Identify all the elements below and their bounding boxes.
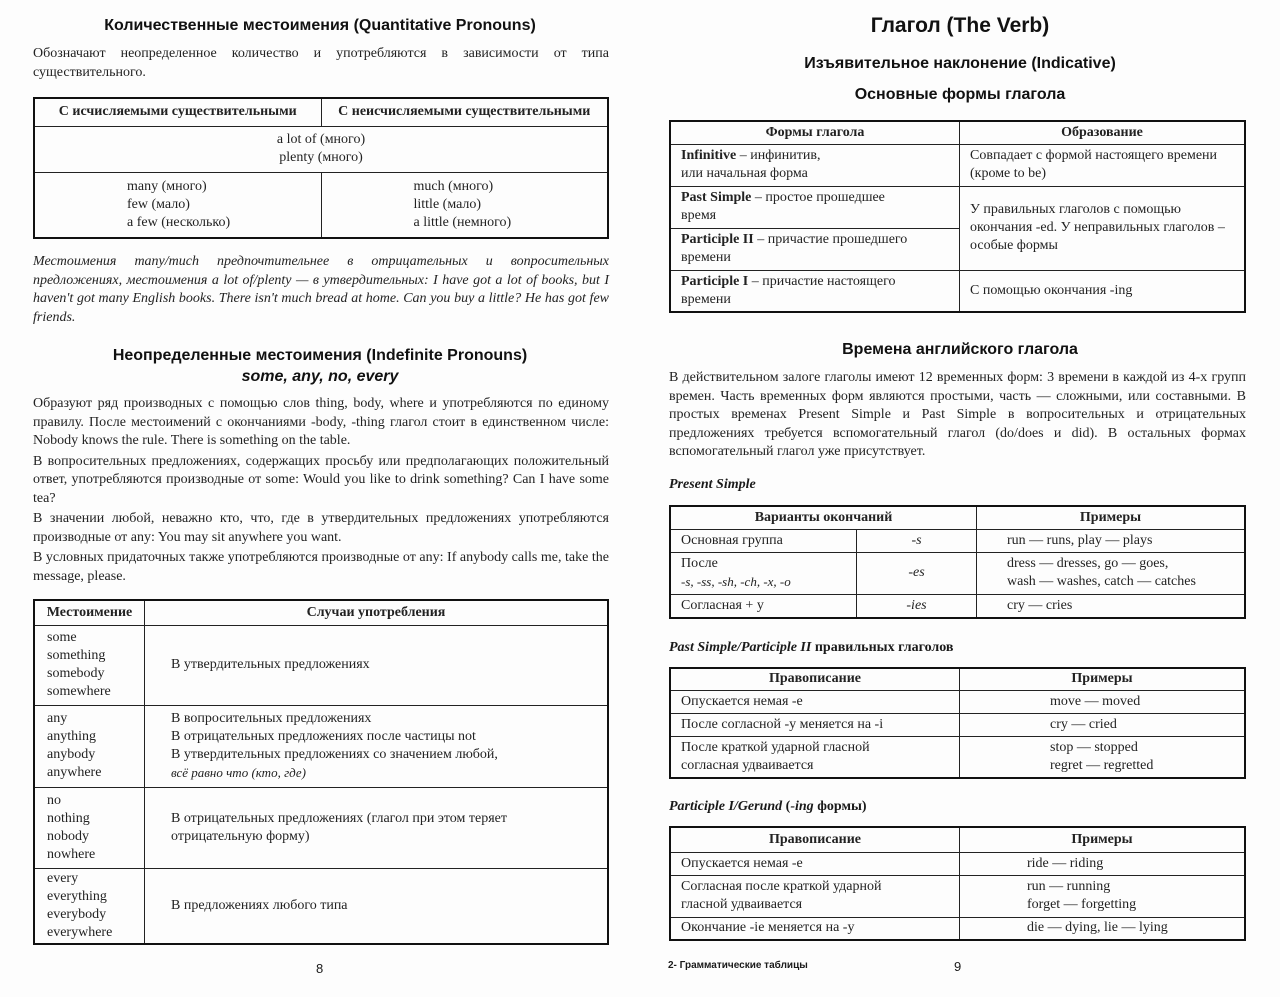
indefinite-subtitle: some, any, no, every xyxy=(241,368,399,385)
usage-cell xyxy=(145,868,609,944)
pronoun: everything xyxy=(47,888,107,904)
examples-cell xyxy=(960,875,1246,917)
table-row xyxy=(670,552,1245,594)
examples-cell xyxy=(960,917,1246,940)
table-row xyxy=(670,529,1245,552)
table-row xyxy=(34,868,608,944)
case-cell xyxy=(670,529,857,552)
rule-cell xyxy=(670,875,960,917)
page-number: 9 xyxy=(954,959,962,974)
col-header-spelling: Правописание xyxy=(670,668,960,690)
col-header-uncountable: С неисчисляемыми существительными xyxy=(321,98,608,126)
pronoun-cell xyxy=(34,705,145,787)
col-header-usage: Случаи употребления xyxy=(145,600,609,625)
col-header-forms: Формы глагола xyxy=(670,121,960,144)
present-simple-table xyxy=(669,505,1246,619)
indefinite-paragraph: В вопросительных предложениях, содержащих просьбу или предполагающих положительный ответ, употребляются производные от some: Would you like to drink something? Can I have some tea? xyxy=(33,453,609,506)
examples-cell xyxy=(960,690,1246,713)
form-desc: время xyxy=(681,208,717,223)
countable-item: many (много) xyxy=(127,178,207,194)
examples-cell xyxy=(977,529,1246,552)
case-cell xyxy=(670,594,857,618)
example-line: run — runs, play — plays xyxy=(1007,532,1153,548)
past-simple-label-italic: Past Simple/Participle II xyxy=(669,640,812,655)
case-line: -s, -ss, -sh, -ch, -x, -o xyxy=(681,574,791,589)
shared-item: plenty (много) xyxy=(279,150,363,165)
uncountable-item: a little (немного) xyxy=(413,214,512,230)
quantitative-table xyxy=(33,97,609,239)
indefinite-table xyxy=(33,599,609,945)
rule-cell xyxy=(670,917,960,940)
rule-cell xyxy=(670,736,960,778)
formation-cell: С помощью окончания -ing xyxy=(960,270,1246,312)
pronoun-cell xyxy=(34,625,145,705)
usage-line: В утвердительных предложениях xyxy=(171,657,370,672)
col-header-examples: Примеры xyxy=(960,827,1246,852)
uncountable-cell xyxy=(321,172,608,238)
rule-cell xyxy=(670,852,960,875)
table-row xyxy=(670,594,1245,618)
usage-line: В вопросительных предложениях xyxy=(171,711,372,726)
usage-line: отрицательную форму) xyxy=(171,828,310,844)
form-desc: или начальная форма xyxy=(681,166,808,181)
verb-subtitle: Изъявительное наклонение (Indicative) xyxy=(804,55,1116,72)
form-desc: – инфинитив, xyxy=(736,148,821,163)
example-line: stop — stopped xyxy=(1050,739,1138,755)
rule-line: После согласной -y меняется на -i xyxy=(681,716,884,732)
table-row xyxy=(34,787,608,868)
pronoun-cell xyxy=(34,787,145,868)
verb-forms-table xyxy=(669,120,1246,313)
table-row xyxy=(670,270,1245,312)
col-header-countable: С исчисляемыми существительными xyxy=(34,98,321,126)
tenses-paragraph: В действительном залоге глаголы имеют 12 временных форм: 3 времени в каждой из 4-х групп времен. Часть временных форм являются простыми, часть — сложными, или составными. В простых временах Present Simple и Past Simple в вопросительных и отрицательных предложениях требуется вспомогательный глагол (do/does и did). В остальных формах вспомогательный глагол уже присутствует. xyxy=(669,370,1246,459)
usage-line: В предложениях любого типа xyxy=(171,897,348,913)
participle-label-italic: Participle I/Gerund xyxy=(669,799,783,814)
case-line: Основная группа xyxy=(681,532,783,548)
pronoun: nothing xyxy=(47,810,90,826)
col-header-examples: Примеры xyxy=(960,668,1246,690)
form-desc: времени xyxy=(681,291,731,307)
pronoun: somebody xyxy=(47,666,105,681)
participle-label-suffix: формы) xyxy=(813,799,867,814)
page-number: 8 xyxy=(316,961,324,976)
rule-line: согласная удваивается xyxy=(681,757,814,773)
rule-cell xyxy=(670,713,960,736)
quantitative-intro: Обозначают неопределенное количество и употребляются в зависимости от типа существительного. xyxy=(33,46,609,80)
form-term: Participle II xyxy=(681,232,754,247)
examples-cell xyxy=(960,713,1246,736)
usage-line: В отрицательных предложениях после частицы not xyxy=(171,729,476,744)
indefinite-paragraph: В условных придаточных также употребляются производные от any: If anybody calls me, take the message, please. xyxy=(33,550,609,584)
table-row xyxy=(670,917,1245,940)
examples-cell xyxy=(977,552,1246,594)
indefinite-body xyxy=(33,395,609,586)
form-term: Infinitive xyxy=(681,148,737,163)
example-line: cry — cried xyxy=(1050,716,1117,732)
examples-cell xyxy=(960,852,1246,875)
pronoun: some xyxy=(47,630,77,645)
rule-line: Окончание -ie меняется на -y xyxy=(681,920,855,936)
examples-cell xyxy=(977,594,1246,618)
col-header-endings: Варианты окончаний xyxy=(670,506,977,529)
table-row xyxy=(670,144,1245,186)
usage-cell xyxy=(145,625,609,705)
rule-line: Согласная после краткой ударной xyxy=(681,879,882,894)
quantitative-title: Количественные местоимения (Quantitative Pronouns) xyxy=(104,17,536,34)
rule-line: Опускается немая -e xyxy=(681,855,803,871)
indefinite-paragraph: В значении любой, неважно кто, что, где в утвердительных предложениях употребляются производные от any: You may sit anywhere you want. xyxy=(33,511,609,545)
rule-cell xyxy=(670,690,960,713)
form-desc: времени xyxy=(681,250,731,265)
col-header-pronoun: Местоимение xyxy=(34,600,145,625)
table-row xyxy=(670,186,1245,228)
past-simple-label-suffix: правильных глаголов xyxy=(811,640,954,655)
pronoun: anything xyxy=(47,729,96,744)
table-row xyxy=(670,852,1245,875)
usage-line: В отрицательных предложениях (глагол при этом теряет xyxy=(171,810,507,826)
pronoun: everywhere xyxy=(47,924,113,940)
participle-table xyxy=(669,826,1246,941)
form-cell xyxy=(670,228,960,270)
case-line: После xyxy=(681,556,718,571)
ending-cell: -ies xyxy=(857,594,977,618)
pronoun: every xyxy=(47,870,79,886)
col-header-formation: Образование xyxy=(960,121,1246,144)
pronoun: somewhere xyxy=(47,684,111,699)
table-row xyxy=(670,713,1245,736)
table-row xyxy=(670,736,1245,778)
present-simple-label: Present Simple xyxy=(669,477,756,492)
example-line: wash — washes, catch — catches xyxy=(1007,574,1196,589)
quantitative-note: Местоимения many/much предпочтительнее в отрицательных и вопросительных предложениях, местоимения a lot of/plenty — в утвердительных: I have got a lot of books, but I haven't got many English books. There isn't much bread at home. Can you buy a little? He has got few friends. xyxy=(33,254,609,325)
pronoun: everybody xyxy=(47,906,107,922)
table-row xyxy=(34,705,608,787)
participle-label-paren: ( xyxy=(782,799,791,814)
uncountable-item: little (мало) xyxy=(413,196,482,212)
formation-cell: У правильных глаголов с помощью окончания -ed. У неправильных глаголов – особые формы xyxy=(960,186,1246,270)
table-row xyxy=(34,625,608,705)
col-header-examples: Примеры xyxy=(977,506,1246,529)
rule-line: гласной удваивается xyxy=(681,897,803,912)
example-line: cry — cries xyxy=(1007,597,1073,613)
shared-item: a lot of (много) xyxy=(276,132,366,147)
form-cell xyxy=(670,186,960,228)
form-desc: – причастие настоящего xyxy=(748,273,896,289)
example-line: dress — dresses, go — goes, xyxy=(1007,556,1169,571)
example-line: regret — regretted xyxy=(1050,757,1154,773)
participle-label xyxy=(669,799,867,815)
usage-cell xyxy=(145,705,609,787)
form-cell xyxy=(670,144,960,186)
case-line: Согласная + y xyxy=(681,597,764,613)
forms-heading: Основные формы глагола xyxy=(854,86,1066,103)
participle-label-ing: -ing xyxy=(790,799,814,814)
ending-cell: -es xyxy=(857,552,977,594)
pronoun: anybody xyxy=(47,747,96,762)
pronoun-cell xyxy=(34,868,145,944)
example-line: run — running xyxy=(1027,879,1111,894)
table-row xyxy=(670,690,1245,713)
indefinite-title: Неопределенные местоимения (Indefinite Pronouns) xyxy=(112,347,528,364)
verb-title: Глагол (The Verb) xyxy=(870,14,1050,37)
form-desc: – причастие прошедшего xyxy=(753,232,908,247)
examples-cell xyxy=(960,736,1246,778)
table-row xyxy=(670,875,1245,917)
example-line: move — moved xyxy=(1050,693,1141,709)
pronoun: any xyxy=(47,711,68,726)
countable-item: few (мало) xyxy=(127,196,190,212)
form-term: Past Simple xyxy=(681,190,752,205)
footer-label: 2- Грамматические таблицы xyxy=(668,960,808,971)
form-desc: – простое прошедшее xyxy=(751,190,885,205)
pronoun: anywhere xyxy=(47,765,102,780)
right-page xyxy=(640,0,1280,997)
rule-line: После краткой ударной гласной xyxy=(681,739,870,755)
usage-line: всё равно что (кто, где) xyxy=(171,765,306,780)
example-line: ride — riding xyxy=(1027,855,1104,871)
past-simple-table xyxy=(669,667,1246,779)
shared-cell xyxy=(34,126,608,172)
pronoun: nowhere xyxy=(47,846,96,862)
pronoun: nobody xyxy=(47,828,89,844)
countable-item: a few (несколько) xyxy=(127,214,231,230)
example-line: forget — forgetting xyxy=(1027,897,1137,912)
usage-line: В утвердительных предложениях со значением любой, xyxy=(171,747,498,762)
rule-line: Опускается немая -e xyxy=(681,693,803,709)
example-line: die — dying, lie — lying xyxy=(1027,920,1168,936)
past-simple-label xyxy=(669,640,953,656)
tenses-heading: Времена английского глагола xyxy=(842,341,1078,358)
ending-cell: -s xyxy=(857,529,977,552)
pronoun: no xyxy=(47,792,61,808)
form-term: Participle I xyxy=(681,273,749,289)
form-cell xyxy=(670,270,960,312)
uncountable-item: much (много) xyxy=(413,178,494,194)
col-header-spelling: Правописание xyxy=(670,827,960,852)
usage-cell xyxy=(145,787,609,868)
case-cell xyxy=(670,552,857,594)
countable-cell xyxy=(34,172,321,238)
formation-cell: Совпадает с формой настоящего времени (кроме to be) xyxy=(960,144,1246,186)
indefinite-paragraph: Образуют ряд производных с помощью слов thing, body, where и употребляются по единому правилу. После местоимений с окончаниями -body, -thing глагол стоит в единственном числе: Nobody knows the rule. There is something on the table. xyxy=(33,396,609,448)
pronoun: something xyxy=(47,648,106,663)
